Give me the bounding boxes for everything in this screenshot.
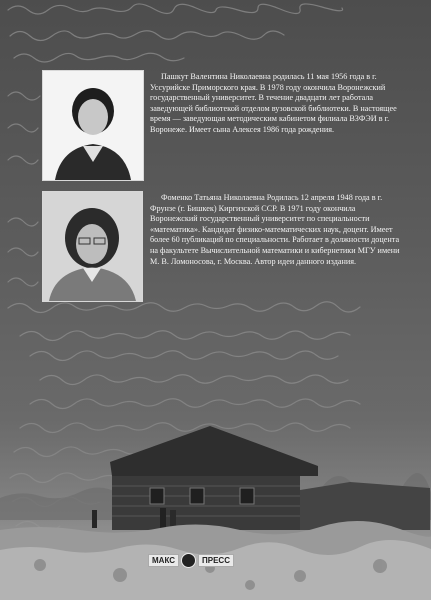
publisher-logo	[148, 553, 234, 567]
author-photo-1	[42, 70, 144, 181]
publisher-logo-right: ПРЕСС	[198, 554, 234, 567]
author-bio-1: Пашкут Валентина Николаевна родилась 11 мая 1956 года в г. Уссурийске Приморского края. В 1978 году окончила Воронежский государственный университет. В течение двадцати лет работала заведующей библиотекой отделом вузовской библиотеки. В настоящее время — заведующая методическим кабинетом филиала ВЗФЭИ в г. Воронеже. Имеет сына Алексея 1986 года рождения.	[150, 72, 397, 134]
author-photo-2	[42, 191, 143, 302]
author-bio-2: Фоменко Татьяна Николаевна Родилась 12 апреля 1948 года в г. Фрунзе (г. Бишкек) Киргизской ССР. В 1971 году окончила Воронежский государственный университет по специальности «математика». Кандидат физико-математических наук, доцент. Имеет более 60 публикаций по специальности. Работает в должности доцента на факультете Вычислительной математики и кибернетики МГУ имени М. В. Ломоносова, г. Москва. Автор идеи данного издания.	[150, 193, 400, 266]
publisher-logo-mark	[181, 553, 196, 568]
publisher-logo-left: МАКС	[148, 554, 179, 567]
village-house-photo	[0, 380, 431, 600]
